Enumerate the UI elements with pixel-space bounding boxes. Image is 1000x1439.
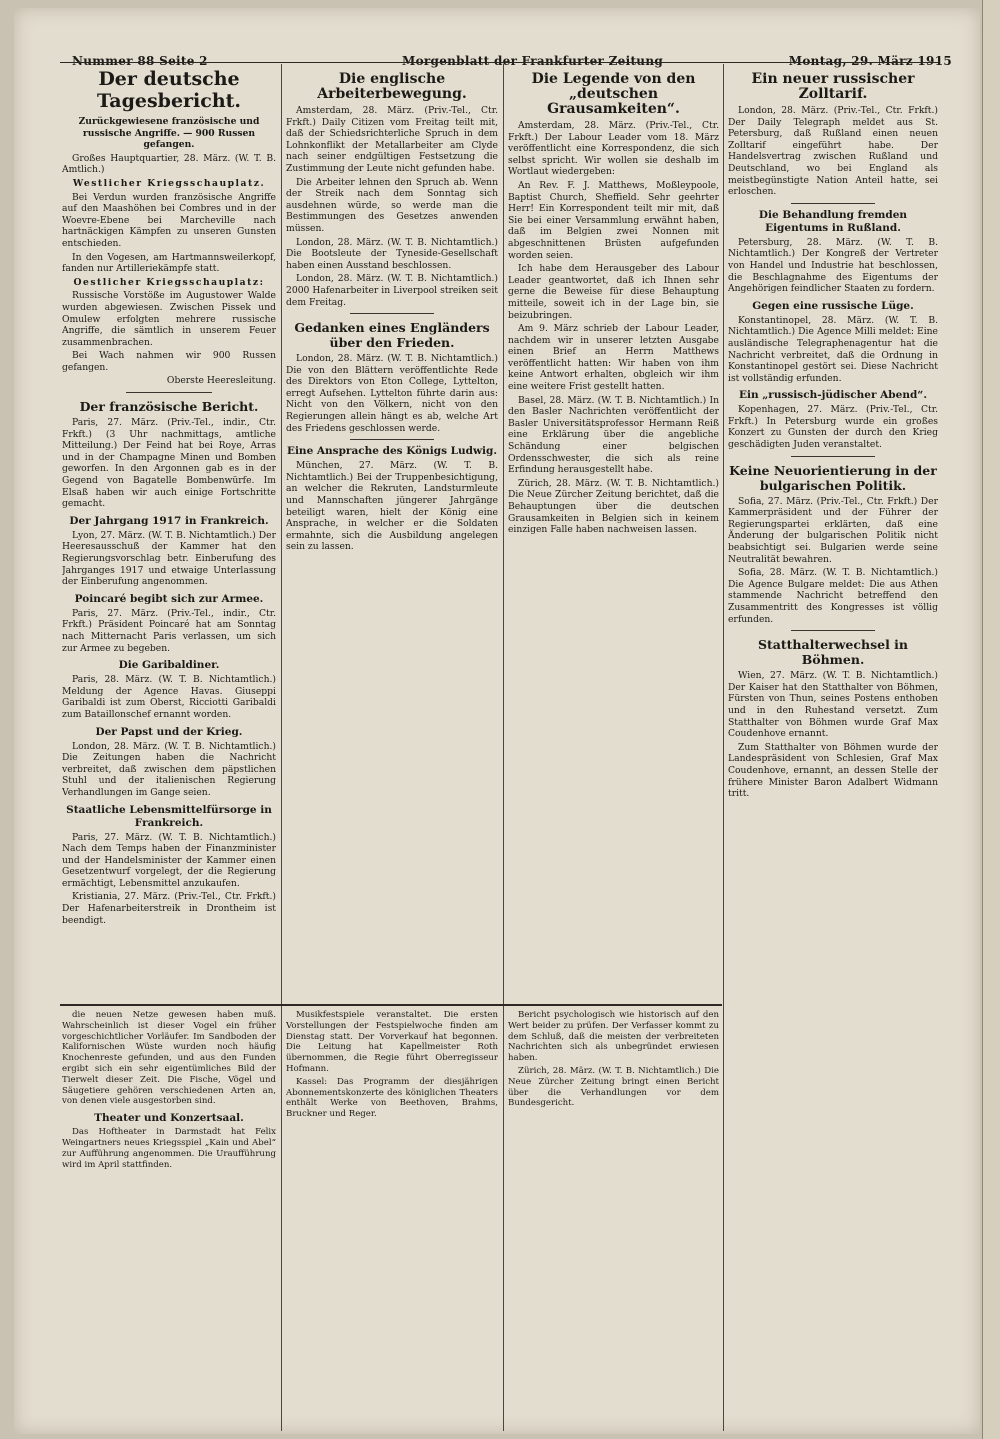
headline-zolltarif: Ein neuer russischer Zolltarif. xyxy=(751,71,915,102)
headline-arbeiterbewegung: Die englische Arbeiterbewegung. xyxy=(317,71,467,102)
headline-franzoesischer-bericht: Der französische Bericht. xyxy=(79,399,259,415)
headline-statthalterwechsel: Statthalterwechsel in Böhmen. xyxy=(757,637,909,668)
separator xyxy=(791,456,875,457)
newspaper-title: Morgenblatt der Frankfurter Zeitung xyxy=(402,54,664,68)
headline-theater: Theater und Konzertsaal. xyxy=(94,1112,244,1125)
paragraph: Amsterdam, 28. März. (Priv.-Tel., Ctr. Frkft.) Daily Citizen vom Freitag teilt mit, daß der Schiedsrichterliche Spruch in dem Lohnkonflikt der Metallarbeiter am Clyde nach seiner endgültigen Festsetzung die Zustimmung der Leute nicht gefunden habe. xyxy=(286,105,498,174)
adjacent-page-edge xyxy=(982,0,1000,1439)
paragraph: Paris, 28. März. (W. T. B. Nichtamtlich.) Meldung der Agence Havas. Giuseppi Garibaldi ist zum Oberst, Ricciotti Garibaldi zum Bataillonschef ernannt worden. xyxy=(62,674,276,720)
paragraph: Russische Vorstöße im Augustower Walde wurden abgewiesen. Zwischen Pissek und Omulew erfolgten mehrere russische Angriffe, die sämtlich in unserem Feuer zusammenbrachen. xyxy=(62,290,276,348)
paragraph: Kassel: Das Programm der diesjährigen Abonnementskonzerte des königlichen Theaters enthält Werke von Beethoven, Brahms, Bruckner und Reger. xyxy=(286,1076,498,1120)
separator xyxy=(350,439,435,440)
paragraph: Paris, 27. März. (Priv.-Tel., indir., Ctr. Frkft.) Präsident Poincaré hat am Sonntag nach Mitternacht Paris verlassen, um sich zur Armee zu begeben. xyxy=(62,607,276,654)
headline-juedischer-abend: Ein „russisch-jüdischer Abend“. xyxy=(738,389,927,402)
feuilleton-right xyxy=(508,1010,719,1426)
issue-date: Montag, 29. März 1915 xyxy=(788,54,952,68)
paragraph: In den Vogesen, am Hartmannsweilerkopf, fanden nur Artilleriekämpfe statt. xyxy=(62,251,276,275)
paragraph: Bei Verdun wurden französische Angriffe auf den Maashöhen bei Combres und in der Woevre-Ebene bei Marcheville nach hartnäckigen Kämpfen zu unseren Gunsten entschieden. xyxy=(62,191,276,249)
feuilleton-left xyxy=(62,1010,276,1426)
headline-legende: Die Legende von den „deutschen Grausamkeiten“. xyxy=(531,71,696,117)
section-east: Oestlicher Kriegsschauplatz: xyxy=(73,276,265,288)
section-west: Westlicher Kriegsschauplatz. xyxy=(72,177,266,189)
column-2 xyxy=(286,66,498,1001)
paragraph: Die Arbeiter lehnen den Spruch ab. Wenn der Streik nach dem Sonntag sich ausdehnen würde, so werde man die Bestimmungen des Gesetzes anwenden müssen. xyxy=(286,176,498,234)
paragraph: die neuen Netze gewesen haben muß. Wahrscheinlich ist dieser Vogel ein früher vorgeschichtlicher Vorläufer. Im Sandboden der Kalifornischen Wüste wurden noch häufig Knochenreste gefunden, und aus den Funden ergibt sich ein sehr eigentümliches Bild der Tierwelt dieser Zeit. Die Fische, Vögel und Säugetiere gehören verschiedenen Arten an, von denen viele ausgestorben sind. xyxy=(62,1010,276,1107)
separator xyxy=(791,630,875,631)
column-4 xyxy=(728,66,938,1426)
headline-bulgarische-politik: Keine Neuorientierung in der bulgarischen Politik. xyxy=(729,462,937,493)
paragraph: Paris, 27. März. (Priv.-Tel., indir., Ctr. Frkft.) (3 Uhr nachmittags, amtliche Mitteilung.) Der Feind hat bei Roye, Arras und in der Champagne Minen und Bomben geworfen. In den Argonnen gab es in der Gegend von Bagatelle Bombenwürfe. Im Elsaß haben wir auch einige Fortschritte gemacht. xyxy=(62,417,276,510)
paragraph: London, 28. März. (W. T. B. Nichtamtlich.) 2000 Hafenarbeiter in Liverpool streiken seit dem Freitag. xyxy=(286,273,498,308)
paragraph: Zürich, 28. März. (W. T. B. Nichtamtlich.) Die Neue Zürcher Zeitung berichtet, daß die Behauptungen über die deutschen Grausamkeiten in Belgien sich in keinem einzigen Falle haben nachweisen lassen. xyxy=(508,477,719,536)
paragraph: Wien, 27. März. (W. T. B. Nichtamtlich.) Der Kaiser hat den Statthalter von Böhmen, Fürsten von Thun, seines Postens enthoben und in den Ruhestand versetzt. Zum Statthalter von Böhmen wurde Graf Max Coudenhove ernannt. xyxy=(728,670,938,740)
paragraph: Zürich, 28. März. (W. T. B. Nichtamtlich.) Die Neue Zürcher Zeitung bringt einen Bericht über die Verhandlungen vor dem Bundesgericht. xyxy=(508,1065,719,1109)
headline-papst: Der Papst und der Krieg. xyxy=(95,725,243,738)
paragraph: Konstantinopel, 28. März. (W. T. B. Nichtamtlich.) Die Agence Milli meldet: Eine ausländische Telegraphenagentur hat die Nachricht verbreitet, daß die Ordnung in Konstantinopel gestört sei. Diese Nachricht ist vollständig erfunden. xyxy=(728,314,938,384)
paragraph: London, 28. März. (W. T. B. Nichtamtlich.) Die Zeitungen haben die Nachricht verbreitet, daß zwischen dem päpstlichen Stuhl und der italienischen Regierung Verhandlungen im Gange seien. xyxy=(62,740,276,798)
dateline: Großes Hauptquartier, 28. März. (W. T. B. Amtlich.) xyxy=(62,152,276,176)
paragraph: An Rev. F. J. Matthews, Moßleypoole, Baptist Church, Sheffield. Sehr geehrter Herr! Ein Korrespondent teilt mir mit, daß Sie bei einer Versammlung erwähnt haben, daß im Belgien zwei Nonnen mit abgeschnittenen Brüsten aufgefunden worden seien. xyxy=(508,179,719,261)
separator xyxy=(126,392,212,393)
headline-garibaldiner: Die Garibaldiner. xyxy=(118,659,220,672)
column-1 xyxy=(62,66,276,1001)
separator xyxy=(350,313,435,314)
paragraph: London, 28. März. (Priv.-Tel., Ctr. Frkft.) Der Daily Telegraph meldet aus St. Petersburg, daß Rußland einen neuen Zolltarif eingeführt habe. Der Handelsvertrag zwischen Rußland und Deutschland, wo bei England als meistbegünstigte Nation Anteil hatte, sei erloschen. xyxy=(728,105,938,198)
feuilleton-rule xyxy=(60,1004,722,1006)
column-divider xyxy=(723,64,724,1431)
paragraph: Sofia, 27. März. (Priv.-Tel., Ctr. Frkft.) Der Kammerpräsident und der Führer der Regierungspartei erklärten, daß eine Änderung der bulgarischen Politik nicht beabsichtigt sei. Bulgarien werde seine Neutralität bewahren. xyxy=(728,495,938,565)
paragraph: Paris, 27. März. (W. T. B. Nichtamtlich.) Nach dem Temps haben der Finanzminister und der Handelsminister der Kammer einen Gesetzentwurf vorgelegt, der die Regierung ermächtigt, Lebensmittel anzukaufen. xyxy=(62,831,276,889)
paragraph: Zum Statthalter von Böhmen wurde der Landespräsident von Schlesien, Graf Max Coudenhove, ernannt, an dessen Stelle der frühere Minister Baron Adalbert Widmann tritt. xyxy=(728,741,938,800)
masthead-rule xyxy=(60,62,938,63)
headline-fremdes-eigentum: Die Behandlung fremden Eigentums in Rußland. xyxy=(758,208,908,234)
headline-koenig-ludwig: Eine Ansprache des Königs Ludwig. xyxy=(286,445,498,458)
paragraph: Bei Wach nahmen wir 900 Russen gefangen. xyxy=(62,350,276,373)
paragraph: München, 27. März. (W. T. B. Nichtamtlich.) Bei der Truppenbesichtigung, an welcher die Rekruten, Landsturmleute und Mannschaften jüngerer Jahrgänge beteiligt waren, hielt der König eine Ansprache, in welcher er die Soldaten ermahnte, sich die Ausbildung angelegen sein zu lassen. xyxy=(286,460,498,553)
subheadline: Zurückgewiesene französische und russische Angriffe. — 900 Russen gefangen. xyxy=(78,116,260,151)
paragraph: Am 9. März schrieb der Labour Leader, nachdem wir in unserer letzten Ausgabe einen Brief an Herrn Matthews veröffentlicht hatten: Wir haben von ihm keine Antwort erhalten, obgleich wir ihm eine weitere Frist gestellt hatten. xyxy=(508,323,719,393)
separator xyxy=(791,203,875,204)
column-3 xyxy=(508,66,719,1001)
paragraph: Amsterdam, 28. März. (Priv.-Tel., Ctr. Frkft.) Der Labour Leader vom 18. März veröffentlicht eine Korrespondenz, die sich selbst spricht. Wir wollen sie deshalb im Wortlaut wiedergeben: xyxy=(508,120,719,178)
paragraph: Bericht psychologisch wie historisch auf den Wert beider zu prüfen. Der Verfasser kommt zu dem Schluß, daß die meisten der verbreiteten Nachrichten sich als unbegründet erwiesen haben. xyxy=(508,1010,719,1064)
paragraph: Petersburg, 28. März. (W. T. B. Nichtamtlich.) Der Kongreß der Vertreter von Handel und Industrie hat beschlossen, die Beschlagnahme des Eigentums der Angehörigen feindlicher Staaten zu fordern. xyxy=(728,236,938,295)
paragraph: Musikfestspiele veranstaltet. Die ersten Vorstellungen der Festspielwoche finden am Dienstag statt. Der Vorverkauf hat begonnen. Die Leitung hat Kapellmeister Roth übernommen, die Regie führt Oberregisseur Hofmann. xyxy=(286,1010,498,1074)
signature: Oberste Heeresleitung. xyxy=(166,375,276,387)
paragraph: Kristiania, 27. März. (Priv.-Tel., Ctr. Frkft.) Der Hafenarbeiterstreik in Drontheim ist beendigt. xyxy=(62,891,276,926)
paragraph: Sofia, 28. März. (W. T. B. Nichtamtlich.) Die Agence Bulgare meldet: Die aus Athen stammende Nachricht betreffend den Zusammentritt des Kongresses ist völlig erfunden. xyxy=(728,567,938,625)
issue-number: Nummer 88 Seite 2 xyxy=(72,54,208,68)
paragraph: Kopenhagen, 27. März. (Priv.-Tel., Ctr. Frkft.) In Petersburg wurde ein großes Konzert zu Gunsten der durch den Krieg geschädigten Juden veranstaltet. xyxy=(728,404,938,451)
paragraph: Ich habe dem Herausgeber des Labour Leader geantwortet, daß ich Ihnen sehr gerne die Beweise für diese Behauptung mitteile, soweit ich in der Lage bin, sie beizubringen. xyxy=(508,263,719,321)
paragraph: Basel, 28. März. (W. T. B. Nichtamtlich.) In den Basler Nachrichten veröffentlicht der Basler Universitätsprofessor Hermann Reiß eine Erklärung über die angebliche Schändung einer belgischen Ordensschwester, die sich als reine Erfindung herausgestellt habe. xyxy=(508,394,719,476)
paragraph: Das Hoftheater in Darmstadt hat Felix Weingartners neues Kriegsspiel „Kain und Abel“ zur Aufführung angenommen. Die Uraufführung wird im April stattfinden. xyxy=(62,1127,276,1170)
headline-poincare: Poincaré begibt sich zur Armee. xyxy=(74,592,264,605)
paragraph: Lyon, 27. März. (W. T. B. Nichtamtlich.) Der Heeresausschuß der Kammer hat den Regierungsvorschlag betr. Einberufung des Jahrganges 1917 und etwaige Unterlassung der Einberufung angenommen. xyxy=(62,529,276,588)
headline-jahrgang: Der Jahrgang 1917 in Frankreich. xyxy=(69,514,269,527)
column-divider xyxy=(281,64,282,1431)
headline-gedanken-frieden: Gedanken eines Engländers über den Frieden. xyxy=(294,320,490,351)
column-divider xyxy=(503,64,504,1431)
feuilleton-middle xyxy=(286,1010,498,1426)
headline-tagesbericht: Der deutsche Tagesbericht. xyxy=(96,68,242,112)
paragraph: London, 28. März. (W. T. B. Nichtamtlich.) Die Bootsleute der Tyneside-Gesellschaft haben einen Ausstand beschlossen. xyxy=(286,236,498,271)
headline-russische-luege: Gegen eine russische Lüge. xyxy=(752,299,914,312)
headline-lebensmittel: Staatliche Lebensmittelfürsorge in Frankreich. xyxy=(66,803,272,829)
paragraph: London, 28. März. (W. T. B. Nichtamtlich.) Die von den Blättern veröffentlichte Rede des Direktors von Eton College, Lyttelton, erregt Aufsehen. Lyttelton führte darin aus: Nicht von den Völkern, nicht von den Regierungen allein hängt es ab, welche Art des Friedens geschlossen werde. xyxy=(286,353,498,434)
